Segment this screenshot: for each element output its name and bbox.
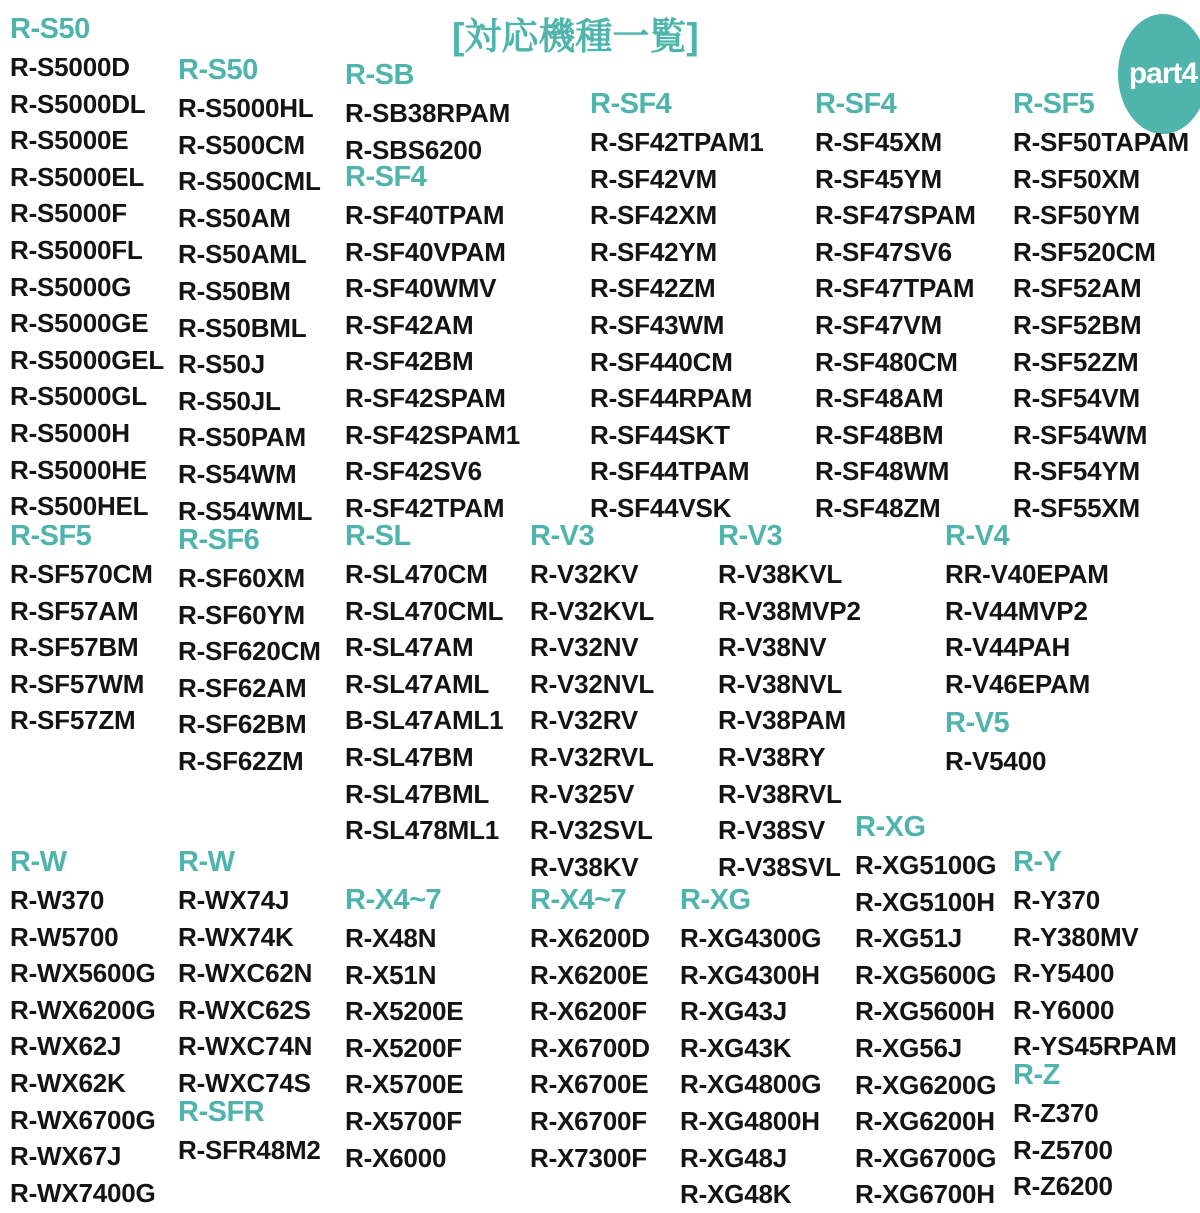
- model-number: R-XG6200H: [855, 1106, 995, 1137]
- model-number: R-SF44SKT: [590, 419, 730, 450]
- model-number: R-SF60XM: [178, 563, 305, 593]
- model-number: R-V32RV: [530, 705, 638, 736]
- model-number: R-WXC62N: [178, 958, 313, 989]
- model-number: R-XG5600G: [855, 959, 997, 990]
- model-number: R-SF57ZM: [10, 705, 136, 736]
- model-number: R-V38NVL: [718, 668, 843, 699]
- model-number: R-WX62J: [10, 1031, 122, 1062]
- model-group-sf4a: [345, 160, 520, 526]
- model-number: R-SF43WM: [590, 309, 725, 340]
- model-number: R-SF42VM: [590, 163, 717, 194]
- model-group-xgb: [855, 810, 996, 1213]
- model-number: R-S54WM: [178, 458, 297, 489]
- model-number: R-Y5400: [1013, 958, 1115, 989]
- model-number: R-WX67J: [10, 1141, 122, 1172]
- group-header: R-Y: [1013, 846, 1062, 878]
- model-number: R-V38RY: [718, 741, 826, 772]
- model-number: R-WXC74N: [178, 1031, 313, 1062]
- model-number: R-XG43J: [680, 996, 787, 1027]
- model-number: R-V32NVL: [530, 668, 655, 699]
- model-number: RR-V40EPAM: [945, 559, 1109, 589]
- model-group-sfr: [178, 1095, 321, 1169]
- model-group-sl: [345, 519, 503, 849]
- model-number: R-V325V: [530, 778, 635, 809]
- model-number: R-SF52AM: [1013, 273, 1142, 304]
- group-header: R-W: [10, 846, 67, 878]
- model-number: R-S500CM: [178, 129, 305, 160]
- model-number: R-WX5600G: [10, 958, 156, 989]
- model-number: R-WX74K: [178, 921, 294, 952]
- model-number: R-S5000FL: [10, 234, 143, 265]
- model-number: R-SF42TPAM1: [590, 127, 764, 157]
- model-number: R-WX6200G: [10, 994, 156, 1025]
- model-number: R-Y6000: [1013, 994, 1115, 1025]
- model-number: R-S5000DL: [10, 88, 146, 119]
- model-number: R-WX74J: [178, 885, 290, 915]
- model-number: R-SF48WM: [815, 456, 950, 487]
- model-number: R-YS45RPAM: [1013, 1031, 1177, 1062]
- group-header: R-SB: [345, 59, 414, 91]
- model-number: R-SF42SPAM1: [345, 419, 521, 450]
- model-group-sf4b: [590, 87, 764, 527]
- model-number: R-S50JL: [178, 385, 281, 416]
- model-number: R-XG4800H: [680, 1105, 820, 1136]
- model-number: R-V38KVL: [718, 559, 843, 589]
- model-number: R-SF62BM: [178, 709, 307, 740]
- group-header: R-SF5: [1013, 88, 1095, 120]
- model-number: R-SL478ML1: [345, 815, 500, 846]
- model-group-x47b: [530, 883, 650, 1176]
- model-number: R-SF62AM: [178, 672, 307, 703]
- model-number: R-XG6200G: [855, 1069, 997, 1100]
- model-number: R-X6200E: [530, 959, 649, 990]
- model-number: R-SF62ZM: [178, 745, 304, 776]
- group-header: R-SF4: [590, 88, 672, 120]
- model-number: R-SF48BM: [815, 419, 944, 450]
- model-number: R-S50AML: [178, 239, 307, 270]
- model-number: R-XG5100G: [855, 850, 997, 880]
- group-header: R-SL: [345, 520, 411, 552]
- model-number: R-X6700F: [530, 1105, 647, 1136]
- model-number: R-SF44RPAM: [590, 383, 753, 414]
- model-group-sf5b: [10, 519, 153, 739]
- model-number: R-S50PAM: [178, 422, 306, 453]
- model-number: R-SBS6200: [345, 134, 482, 165]
- model-number: R-WXC74S: [178, 1067, 311, 1098]
- model-number: R-SF480CM: [815, 346, 958, 377]
- model-number: R-X6000: [345, 1142, 447, 1173]
- model-number: R-SF47SV6: [815, 236, 952, 267]
- group-header: R-V3: [530, 520, 595, 552]
- model-number: R-WX7400G: [10, 1177, 156, 1208]
- group-header: R-SF5: [10, 520, 92, 552]
- model-number: R-XG48J: [680, 1142, 787, 1173]
- model-group-s50a: [10, 12, 164, 525]
- model-number: R-V38SV: [718, 815, 825, 846]
- model-number: R-S50BM: [178, 275, 291, 306]
- model-number: R-SF42AM: [345, 309, 474, 340]
- model-number: R-X5200E: [345, 996, 464, 1027]
- model-number: R-V32RVL: [530, 741, 654, 772]
- model-number: R-S54WML: [178, 495, 313, 526]
- model-number: R-Z370: [1013, 1098, 1099, 1128]
- model-number: R-WXC62S: [178, 994, 311, 1025]
- model-number: R-SF40VPAM: [345, 236, 506, 267]
- part-badge-label: part4: [1128, 57, 1198, 90]
- model-number: R-XG6700G: [855, 1142, 997, 1173]
- model-number: R-V38NV: [718, 632, 827, 663]
- model-number: R-V38PAM: [718, 705, 846, 736]
- model-number: R-XG51J: [855, 923, 962, 954]
- model-number: R-X51N: [345, 959, 437, 990]
- model-number: R-S500CML: [178, 166, 321, 197]
- model-number: R-SF48AM: [815, 383, 944, 414]
- model-number: R-S5000EL: [10, 161, 145, 192]
- model-number: R-Z6200: [1013, 1171, 1113, 1202]
- model-number: R-SF47VM: [815, 309, 942, 340]
- model-number: R-XG43K: [680, 1032, 792, 1063]
- model-number: R-SF60YM: [178, 599, 305, 630]
- model-number: R-SF54YM: [1013, 456, 1140, 487]
- model-number: R-SF44VSK: [590, 492, 732, 523]
- model-number: R-V32SVL: [530, 815, 653, 846]
- model-number: R-V32KV: [530, 559, 639, 589]
- model-number: R-SB38RPAM: [345, 98, 511, 128]
- model-number: R-S50BML: [178, 312, 307, 343]
- group-header: R-V3: [718, 520, 783, 552]
- group-header: R-XG: [855, 811, 926, 843]
- model-number: R-V32KVL: [530, 595, 655, 626]
- model-number: R-V46EPAM: [945, 668, 1091, 699]
- model-number: R-Y370: [1013, 885, 1100, 915]
- model-number: R-SF520CM: [1013, 236, 1156, 267]
- group-header: R-S50: [10, 13, 90, 45]
- model-number: R-XG5600H: [855, 996, 995, 1027]
- group-header: R-V4: [945, 520, 1010, 552]
- model-number: R-S5000GEL: [10, 344, 165, 375]
- model-number: R-Y380MV: [1013, 921, 1139, 952]
- model-group-wa: [10, 845, 156, 1211]
- model-number: R-SF45YM: [815, 163, 942, 194]
- group-header: R-S50: [178, 54, 258, 86]
- model-number: R-SF50YM: [1013, 200, 1140, 231]
- model-number: R-SL47AM: [345, 632, 474, 663]
- model-number: R-XG48K: [680, 1179, 792, 1210]
- group-header: R-X4~7: [530, 884, 627, 916]
- model-number: R-XG4300H: [680, 959, 820, 990]
- model-number: R-S5000HE: [10, 454, 147, 485]
- model-number: R-W370: [10, 885, 105, 915]
- model-group-v3a: [530, 519, 654, 885]
- model-number: R-SF52ZM: [1013, 346, 1139, 377]
- model-group-y: [1013, 845, 1177, 1065]
- model-number: R-SF42SV6: [345, 456, 482, 487]
- model-number: R-S500HEL: [10, 491, 149, 522]
- group-header: R-V5: [945, 707, 1010, 739]
- model-number: R-SF42YM: [590, 236, 717, 267]
- model-number: R-S5000GE: [10, 308, 149, 339]
- model-group-sf5a: [1013, 87, 1189, 527]
- model-number: R-WX62K: [10, 1067, 126, 1098]
- model-group-sf4c: [815, 87, 976, 527]
- group-header: R-Z: [1013, 1059, 1060, 1091]
- model-number: R-S5000D: [10, 52, 130, 82]
- model-number: R-X6200D: [530, 923, 650, 953]
- model-number: R-X5200F: [345, 1032, 462, 1063]
- model-group-x47a: [345, 883, 463, 1176]
- model-number: R-V38KV: [530, 851, 639, 882]
- model-number: R-S5000E: [10, 125, 129, 156]
- model-number: R-SF42ZM: [590, 273, 716, 304]
- model-number: R-XG56J: [855, 1032, 962, 1063]
- model-number: R-X5700F: [345, 1105, 462, 1136]
- model-number: R-SF55XM: [1013, 492, 1140, 523]
- model-number: R-V44MVP2: [945, 595, 1088, 626]
- model-number: R-SF40TPAM: [345, 200, 505, 230]
- group-header: R-XG: [680, 884, 751, 916]
- model-number: R-SL470CML: [345, 595, 504, 626]
- model-number: R-SF42TPAM: [345, 492, 505, 523]
- model-number: R-XG4300G: [680, 923, 822, 953]
- model-number: R-V44PAH: [945, 632, 1071, 663]
- group-header: R-W: [178, 846, 235, 878]
- model-number: R-SL470CM: [345, 559, 488, 589]
- model-number: R-XG4800G: [680, 1069, 822, 1100]
- model-group-wb: [178, 845, 312, 1102]
- model-number: R-SF570CM: [10, 559, 153, 589]
- model-number: R-SF54WM: [1013, 419, 1148, 450]
- model-number: R-S50J: [178, 349, 265, 380]
- group-header: R-SF6: [178, 524, 260, 556]
- model-number: R-X48N: [345, 923, 437, 953]
- group-header: R-X4~7: [345, 884, 442, 916]
- model-number: R-X6200F: [530, 996, 647, 1027]
- model-number: R-SFR48M2: [178, 1135, 321, 1165]
- model-group-v4: [945, 519, 1109, 702]
- model-group-s50b: [178, 53, 321, 529]
- group-header: R-SF4: [815, 88, 897, 120]
- model-number: R-V38RVL: [718, 778, 842, 809]
- model-number: R-S50AM: [178, 202, 291, 233]
- model-number: R-X7300F: [530, 1142, 647, 1173]
- model-number: R-S5000HL: [178, 93, 314, 123]
- model-group-sb: [345, 58, 510, 168]
- model-number: R-SF40WMV: [345, 273, 497, 304]
- model-number: R-X5700E: [345, 1069, 464, 1100]
- model-number: R-SF47SPAM: [815, 200, 976, 231]
- model-number: R-XG5100H: [855, 886, 995, 917]
- model-number: R-SF57BM: [10, 632, 139, 663]
- model-number: R-Z5700: [1013, 1134, 1113, 1165]
- model-number: R-SF620CM: [178, 636, 321, 667]
- model-number: R-SL47BM: [345, 741, 474, 772]
- model-group-v3b: [718, 519, 861, 885]
- model-number: R-S5000GL: [10, 381, 147, 412]
- group-header: R-SF4: [345, 161, 427, 193]
- model-number: R-XG6700H: [855, 1179, 995, 1210]
- model-number: R-SF48ZM: [815, 492, 941, 523]
- model-number: R-SF42BM: [345, 346, 474, 377]
- model-number: R-S5000H: [10, 417, 130, 448]
- model-number: R-SF54VM: [1013, 383, 1140, 414]
- model-group-sf6: [178, 523, 321, 780]
- model-number: R-SF44TPAM: [590, 456, 750, 487]
- model-number: R-SF440CM: [590, 346, 733, 377]
- model-number: R-SF42XM: [590, 200, 717, 231]
- model-number: R-V5400: [945, 746, 1047, 776]
- model-number: R-SF45XM: [815, 127, 942, 157]
- model-number: R-X6700D: [530, 1032, 650, 1063]
- model-number: R-SF42SPAM: [345, 382, 506, 413]
- model-number: R-SF50XM: [1013, 163, 1140, 194]
- model-number: R-SF47TPAM: [815, 273, 975, 304]
- model-number: R-SL47AML: [345, 668, 490, 699]
- model-number: R-SF57WM: [10, 668, 145, 699]
- model-number: R-V32NV: [530, 632, 639, 663]
- model-number: R-S5000G: [10, 271, 132, 302]
- model-number: R-SL47BML: [345, 778, 490, 809]
- group-header: R-SFR: [178, 1096, 265, 1128]
- model-group-v5: [945, 706, 1046, 780]
- model-number: B-SL47AML1: [345, 705, 504, 736]
- model-number: R-WX6700G: [10, 1104, 156, 1135]
- model-number: R-X6700E: [530, 1069, 649, 1100]
- model-group-xga: [680, 883, 821, 1213]
- model-number: R-S5000F: [10, 198, 127, 229]
- model-number: R-V38MVP2: [718, 595, 861, 626]
- model-group-z: [1013, 1058, 1113, 1205]
- model-number: R-V38SVL: [718, 851, 841, 882]
- model-number: R-SF57AM: [10, 595, 139, 626]
- model-number: R-SF52BM: [1013, 309, 1142, 340]
- page-title: [対応機種一覧]: [452, 16, 699, 57]
- model-number: R-W5700: [10, 921, 119, 952]
- model-number: R-SF50TAPAM: [1013, 127, 1189, 157]
